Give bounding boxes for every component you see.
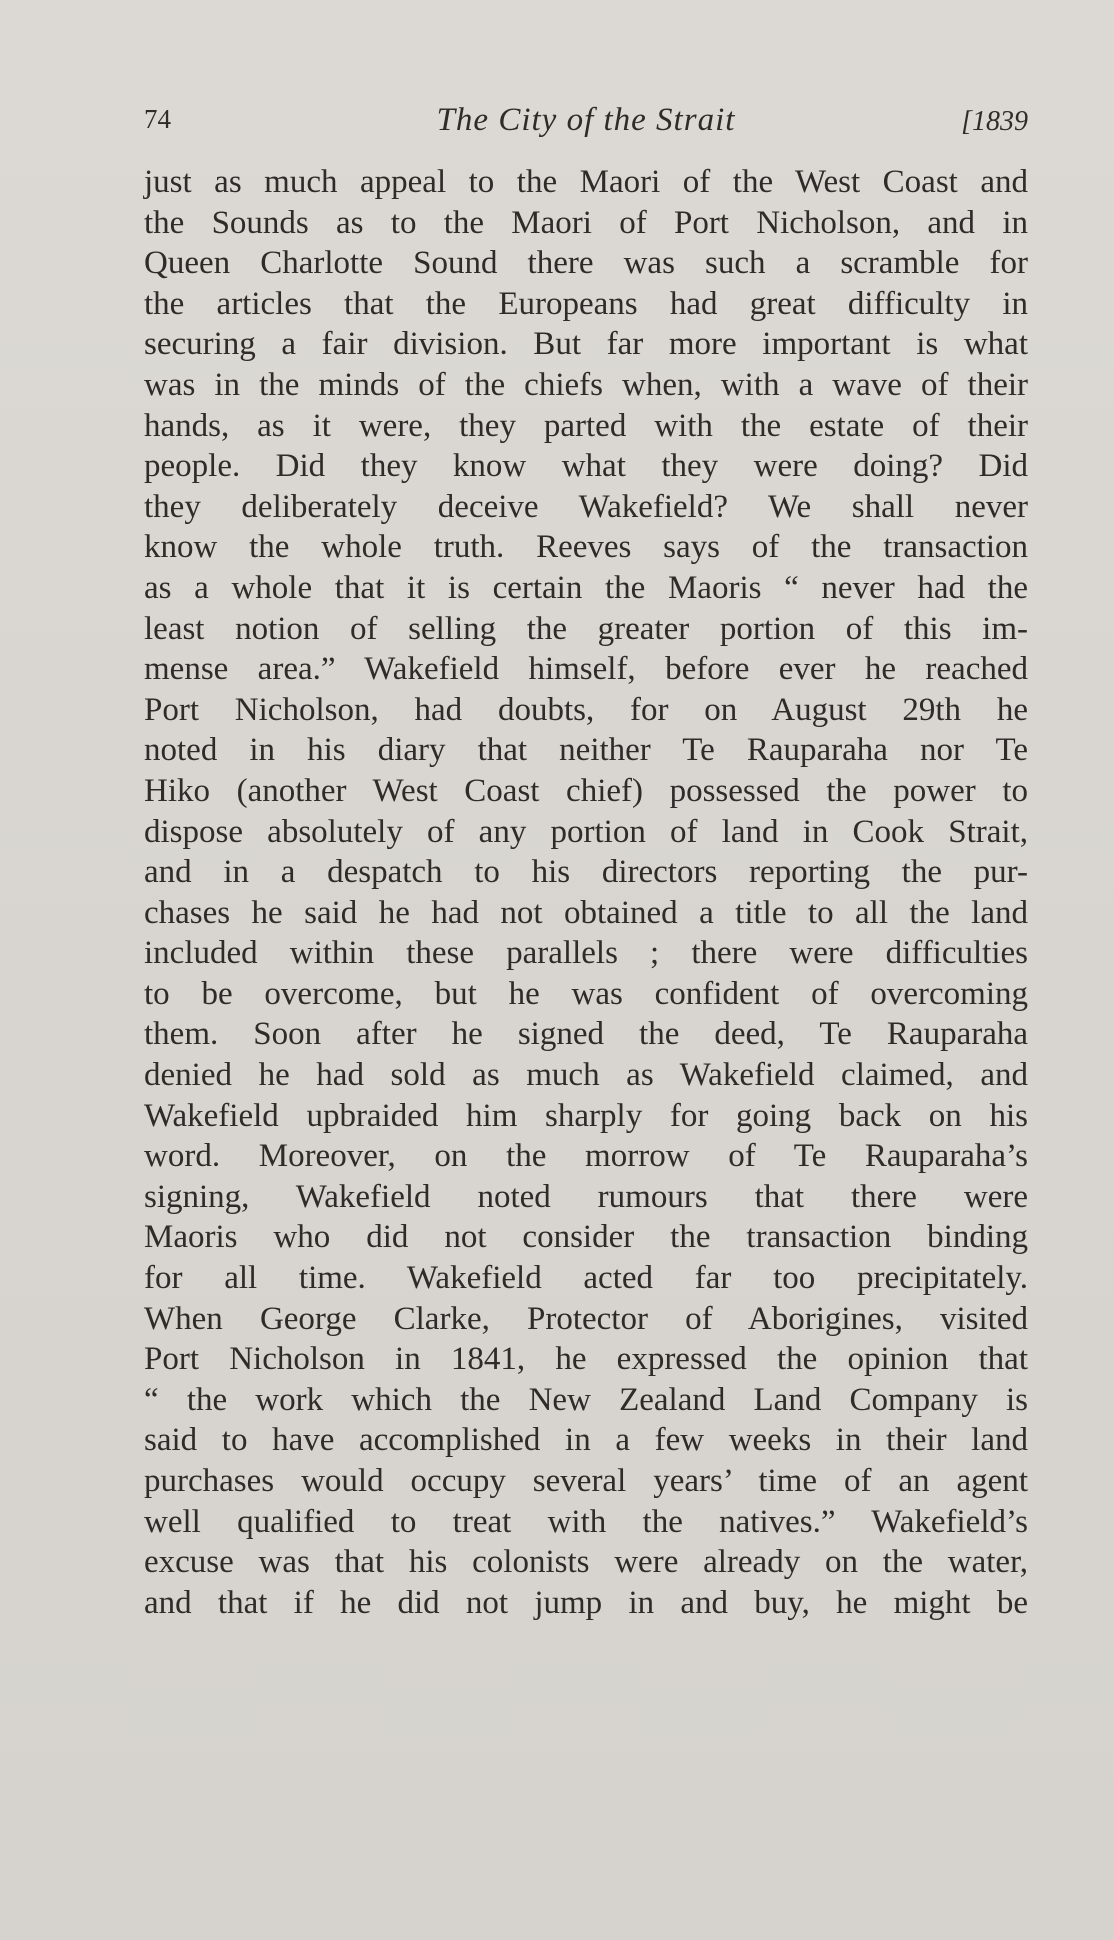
text-line: word. Moreover, on the morrow of Te Rauparaha’s <box>144 1138 1028 1175</box>
text-line: included within these parallels ; there were difficulties <box>144 935 1028 972</box>
text-line: Wakefield upbraided him sharply for going back on his <box>144 1097 1028 1134</box>
text-line: noted in his diary that neither Te Rauparaha nor Te <box>144 732 1028 769</box>
text-line: least notion of selling the greater portion of this im- <box>144 610 1028 647</box>
text-line: Maoris who did not consider the transaction binding <box>144 1219 1028 1256</box>
text-line: dispose absolutely of any portion of land in Cook Strait, <box>144 813 1028 850</box>
text-line: to be overcome, but he was confident of overcoming <box>144 975 1028 1012</box>
text-line: excuse was that his colonists were already on the water, <box>144 1544 1028 1581</box>
page-number: 74 <box>144 104 171 134</box>
text-line: know the whole truth. Reeves says of the transaction <box>144 529 1028 566</box>
text-line: they deliberately deceive Wakefield? We shall never <box>144 488 1028 525</box>
text-line: Port Nicholson in 1841, he expressed the opinion that <box>144 1341 1028 1378</box>
text-line: for all time. Wakefield acted far too precipitately. <box>144 1260 1028 1297</box>
text-line: “ the work which the New Zealand Land Company is <box>144 1381 1028 1418</box>
text-line: the articles that the Europeans had great difficulty in <box>144 285 1028 322</box>
header-year: [1839 <box>961 106 1028 137</box>
text-line: just as much appeal to the Maori of the West Coast and <box>144 164 1028 200</box>
text-line: purchases would occupy several years’ time of an agent <box>144 1463 1028 1499</box>
page-header <box>144 102 1028 146</box>
text-line: Queen Charlotte Sound there was such a scramble for <box>144 245 1028 282</box>
text-line: Hiko (another West Coast chief) possessed the power to <box>144 772 1028 809</box>
text-line: securing a fair division. But far more important is what <box>144 326 1028 363</box>
text-line: denied he had sold as much as Wakefield claimed, and <box>144 1057 1028 1094</box>
text-line: hands, as it were, they parted with the estate of their <box>144 407 1028 444</box>
text-line: chases he said he had not obtained a title to all the land <box>144 894 1028 931</box>
text-line: Port Nicholson, had doubts, for on August 29th he <box>144 691 1028 728</box>
text-line: them. Soon after he signed the deed, Te Rauparaha <box>144 1016 1028 1053</box>
text-line: When George Clarke, Protector of Aborigines, visited <box>144 1300 1028 1337</box>
text-line: the Sounds as to the Maori of Port Nicholson, and in <box>144 204 1028 241</box>
running-title: The City of the Strait <box>436 102 736 138</box>
text-line: mense area.” Wakefield himself, before ever he reached <box>144 651 1028 688</box>
text-line: was in the minds of the chiefs when, with a wave of their <box>144 366 1028 403</box>
text-line: said to have accomplished in a few weeks in their land <box>144 1422 1028 1459</box>
text-line: people. Did they know what they were doing? Did <box>144 448 1028 485</box>
body-text <box>144 162 1028 1623</box>
text-line: well qualified to treat with the natives.” Wakefield’s <box>144 1503 1028 1540</box>
text-line: and in a despatch to his directors reporting the pur- <box>144 854 1028 891</box>
text-line: signing, Wakefield noted rumours that there were <box>144 1178 1028 1215</box>
text-line: as a whole that it is certain the Maoris “ never had the <box>144 569 1028 606</box>
text-line: and that if he did not jump in and buy, he might be <box>144 1584 1028 1621</box>
